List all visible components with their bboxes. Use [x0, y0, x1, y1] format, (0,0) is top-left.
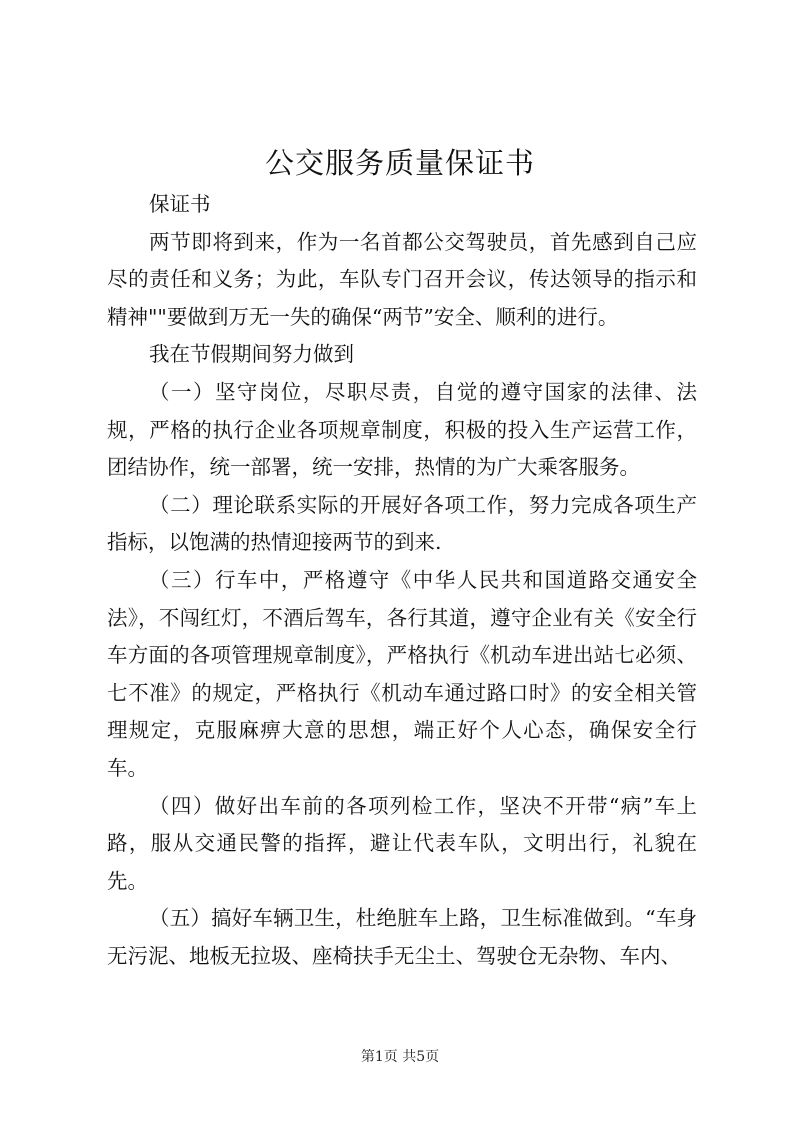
paragraph-lead: 我在节假期间努力做到: [149, 342, 355, 367]
document-title: 公交服务质量保证书: [264, 146, 535, 180]
document-body: [107, 186, 697, 975]
paragraph-item-4: （四）做好出车前的各项列检工作，坚决不开带“病”车上路，服从交通民警的指挥，避让代表车队，文明出行，礼貌在先。: [107, 793, 697, 893]
paragraph-item-1: （一）坚守岗位，尽职尽责，自觉的遵守国家的法律、法规，严格的执行企业各项规章制度，积极的投入生产运营工作，团结协作，统一部署，统一安排，热情的为广大乘客服务。: [107, 379, 697, 480]
paragraph-item-2: （二）理论联系实际的开展好各项工作，努力完成各项生产指标，以饱满的热情迎接两节的到来.: [107, 492, 697, 555]
paragraph-item-3: （三）行车中，严格遵守《中华人民共和国道路交通安全法》，不闯红灯，不酒后驾车，各行其道，遵守企业有关《安全行车方面的各项管理规章制度》，严格执行《机动车进出站七必须、七不准》的规定，严格执行《机动车通过路口时》的安全相关管理规定，克服麻痹大意的思想，端正好个人心态，确保安全行车。: [107, 567, 697, 780]
paragraph-item-5: （五）搞好车辆卫生，杜绝脏车上路，卫生标准做到。“车身无污泥、地板无拉圾、座椅扶手无尘土、驾驶仓无杂物、车内、: [107, 906, 697, 968]
paragraph-intro: 两节即将到来，作为一名首都公交驾驶员，首先感到自己应尽的责任和义务；为此，车队专门召开会议，传达领导的指示和精神""要做到万无一失的确保“两节”安全、顺利的进行。: [107, 229, 697, 329]
page-footer: 第1页 共5页: [360, 1049, 440, 1065]
paragraph-heading: 保证书: [149, 192, 211, 216]
